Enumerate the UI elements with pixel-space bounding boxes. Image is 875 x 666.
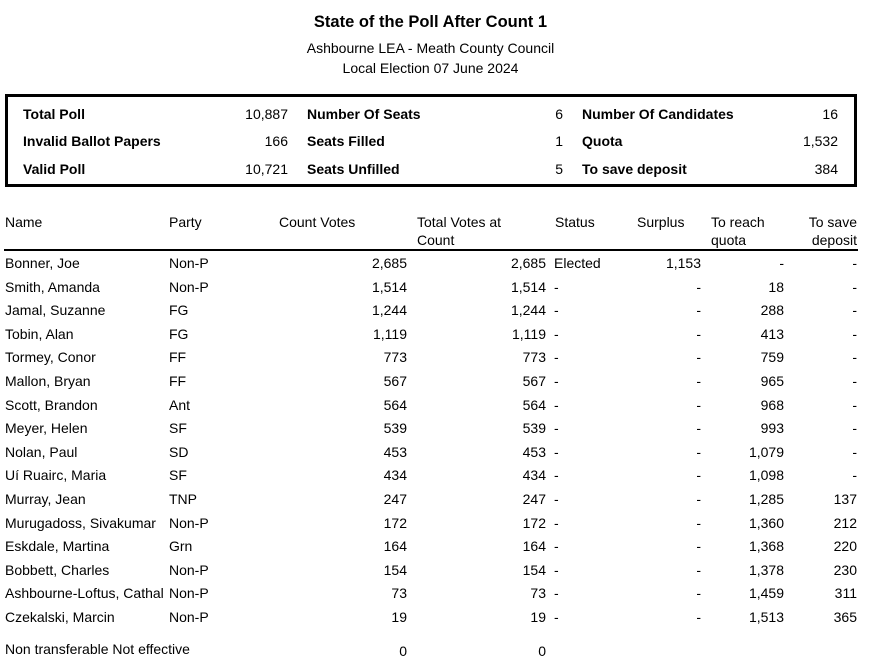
candidate-party: FF [169,373,187,389]
candidate-surplus: - [696,279,701,295]
candidate-party: Non-P [169,255,209,271]
candidate-status: - [554,538,559,554]
total-poll-label: Total Poll [23,106,85,122]
candidate-count-votes: 164 [383,538,407,554]
candidate-to-reach-quota: - [779,255,784,271]
candidate-to-reach-quota: 18 [768,279,784,295]
candidate-count-votes: 1,119 [373,326,407,342]
col-total-votes-line2: Count [417,232,455,248]
candidate-name: Nolan, Paul [5,444,78,460]
candidate-to-reach-quota: 1,079 [748,444,784,460]
non-transferable-count: 0 [399,643,407,659]
candidate-total-votes: 19 [530,609,546,625]
candidate-total-votes: 773 [522,349,546,365]
candidate-total-votes: 172 [522,515,546,531]
candidate-status: - [554,562,559,578]
candidate-to-reach-quota: 965 [760,373,784,389]
candidate-name: Bonner, Joe [5,255,80,271]
candidate-name: Uí Ruairc, Maria [5,467,107,483]
candidate-to-reach-quota: 1,285 [748,491,784,507]
candidate-total-votes: 564 [522,397,546,413]
candidate-total-votes: 1,244 [510,302,546,318]
candidate-count-votes: 154 [383,562,407,578]
candidate-surplus: - [696,349,701,365]
quota-label: Quota [582,133,623,149]
candidate-count-votes: 567 [383,373,407,389]
col-count-votes: Count Votes [279,214,356,230]
candidate-surplus: - [696,467,701,483]
candidate-name: Smith, Amanda [5,279,100,295]
candidate-surplus: - [696,397,701,413]
candidate-party: Non-P [169,562,209,578]
candidate-to-reach-quota: 1,378 [748,562,784,578]
candidate-to-reach-quota: 968 [760,397,784,413]
candidate-surplus: - [696,302,701,318]
valid-poll-value: 10,721 [245,161,288,177]
total-poll-value: 10,887 [245,106,288,122]
candidates-value: 16 [822,106,838,122]
candidate-to-reach-quota: 1,459 [748,585,784,601]
candidate-status: - [554,326,559,342]
valid-poll-label: Valid Poll [23,161,86,177]
summary-box [5,94,857,187]
candidate-total-votes: 1,514 [510,279,546,295]
candidate-to-save-deposit: - [852,420,857,436]
invalid-ballots-value: 166 [264,133,288,149]
candidate-status: - [554,349,559,365]
save-deposit-label: To save deposit [582,161,687,177]
seats-filled-label: Seats Filled [307,133,385,149]
candidate-name: Czekalski, Marcin [5,609,115,625]
candidate-count-votes: 2,685 [371,255,407,271]
candidate-name: Murugadoss, Sivakumar [5,515,156,531]
candidate-surplus: - [696,444,701,460]
seats-filled-value: 1 [555,133,563,149]
candidate-status: - [554,420,559,436]
page-title: State of the Poll After Count 1 [313,13,548,31]
candidate-count-votes: 172 [383,515,407,531]
candidate-surplus: - [696,562,701,578]
candidate-count-votes: 73 [391,585,407,601]
candidate-count-votes: 773 [383,349,407,365]
candidate-count-votes: 1,244 [371,302,407,318]
candidate-name: Meyer, Helen [5,420,88,436]
candidate-name: Eskdale, Martina [5,538,110,554]
header-divider [4,249,858,251]
candidate-party: SF [169,420,187,436]
candidate-count-votes: 19 [391,609,407,625]
candidate-party: SF [169,467,187,483]
candidate-surplus: - [696,515,701,531]
candidate-status: - [554,515,559,531]
col-name: Name [5,214,43,230]
candidate-party: FF [169,349,187,365]
candidate-to-reach-quota: 993 [760,420,784,436]
candidate-count-votes: 434 [383,467,407,483]
candidate-status: - [554,302,559,318]
candidate-name: Ashbourne-Loftus, Cathal [5,585,164,601]
candidate-count-votes: 247 [383,491,407,507]
candidate-to-reach-quota: 1,098 [748,467,784,483]
candidate-to-save-deposit: - [852,349,857,365]
candidate-to-save-deposit: - [852,467,857,483]
candidate-party: Non-P [169,609,209,625]
candidate-to-save-deposit: 365 [833,609,857,625]
candidate-surplus: - [696,538,701,554]
save-deposit-value: 384 [814,161,838,177]
candidate-to-reach-quota: 1,513 [748,609,784,625]
candidate-status: - [554,444,559,460]
candidate-count-votes: 453 [383,444,407,460]
candidate-surplus: - [696,491,701,507]
col-to-reach-quota-line2: quota [711,232,747,248]
seats-label: Number Of Seats [307,106,421,122]
quota-value: 1,532 [802,133,838,149]
candidate-to-save-deposit: 137 [833,491,857,507]
col-total-votes: Total Votes at [417,214,502,230]
col-to-reach-quota: To reach [711,214,765,230]
candidate-name: Murray, Jean [5,491,86,507]
candidate-party: Non-P [169,585,209,601]
candidate-surplus: - [696,326,701,342]
candidate-surplus: 1,153 [665,255,701,271]
candidate-total-votes: 164 [522,538,546,554]
candidate-total-votes: 567 [522,373,546,389]
candidate-to-save-deposit: - [852,444,857,460]
candidate-name: Jamal, Suzanne [5,302,106,318]
candidate-party: FG [169,326,189,342]
non-transferable-total: 0 [538,643,546,659]
candidate-to-reach-quota: 288 [760,302,784,318]
election-date: Local Election 07 June 2024 [342,60,519,76]
candidate-total-votes: 247 [522,491,546,507]
candidate-to-save-deposit: - [852,326,857,342]
seats-unfilled-value: 5 [555,161,563,177]
candidate-status: - [554,585,559,601]
candidate-count-votes: 564 [383,397,407,413]
col-to-save-deposit: To save [808,214,857,230]
candidate-surplus: - [696,585,701,601]
candidate-to-save-deposit: - [852,279,857,295]
candidate-to-save-deposit: - [852,397,857,413]
candidate-total-votes: 434 [522,467,546,483]
candidate-status: - [554,397,559,413]
non-transferable-label: Non transferable Not effective [5,641,190,657]
candidate-name: Mallon, Bryan [5,373,91,389]
candidate-to-save-deposit: 311 [834,585,857,601]
candidate-status: - [554,491,559,507]
candidate-status: - [554,373,559,389]
candidate-name: Bobbett, Charles [5,562,110,578]
candidate-surplus: - [696,609,701,625]
invalid-ballots-label: Invalid Ballot Papers [23,133,161,149]
candidate-surplus: - [696,420,701,436]
candidate-total-votes: 73 [530,585,546,601]
candidate-party: SD [169,444,189,460]
candidate-party: FG [169,302,189,318]
candidate-total-votes: 453 [522,444,546,460]
candidate-to-save-deposit: - [852,373,857,389]
candidate-total-votes: 539 [522,420,546,436]
candidate-count-votes: 539 [383,420,407,436]
candidate-party: Grn [169,538,193,554]
candidate-count-votes: 1,514 [371,279,407,295]
candidate-to-save-deposit: 212 [833,515,857,531]
candidate-to-reach-quota: 759 [760,349,784,365]
candidate-status: - [554,279,559,295]
candidate-name: Tobin, Alan [5,326,74,342]
constituency-subtitle: Ashbourne LEA - Meath County Council [306,40,555,56]
candidate-name: Tormey, Conor [5,349,96,365]
candidate-to-save-deposit: - [852,255,857,271]
candidate-to-reach-quota: 1,360 [748,515,784,531]
candidate-to-save-deposit: 230 [833,562,857,578]
col-status: Status [555,214,595,230]
candidate-total-votes: 1,119 [512,326,546,342]
candidate-status: - [554,609,559,625]
candidate-party: Non-P [169,515,209,531]
col-surplus: Surplus [637,214,685,230]
col-party: Party [169,214,202,230]
seats-value: 6 [555,106,563,122]
candidate-party: TNP [169,491,197,507]
candidate-name: Scott, Brandon [5,397,98,413]
candidates-label: Number Of Candidates [582,106,734,122]
candidate-to-save-deposit: 220 [833,538,857,554]
candidate-to-reach-quota: 413 [760,326,784,342]
candidate-status: Elected [554,255,601,271]
candidate-status: - [554,467,559,483]
seats-unfilled-label: Seats Unfilled [307,161,400,177]
candidate-surplus: - [696,373,701,389]
candidate-total-votes: 154 [522,562,546,578]
col-to-save-deposit-line2: deposit [811,232,857,248]
candidate-total-votes: 2,685 [510,255,546,271]
candidate-to-reach-quota: 1,368 [748,538,784,554]
candidate-party: Non-P [169,279,209,295]
candidate-to-save-deposit: - [852,302,857,318]
candidate-party: Ant [169,397,191,413]
